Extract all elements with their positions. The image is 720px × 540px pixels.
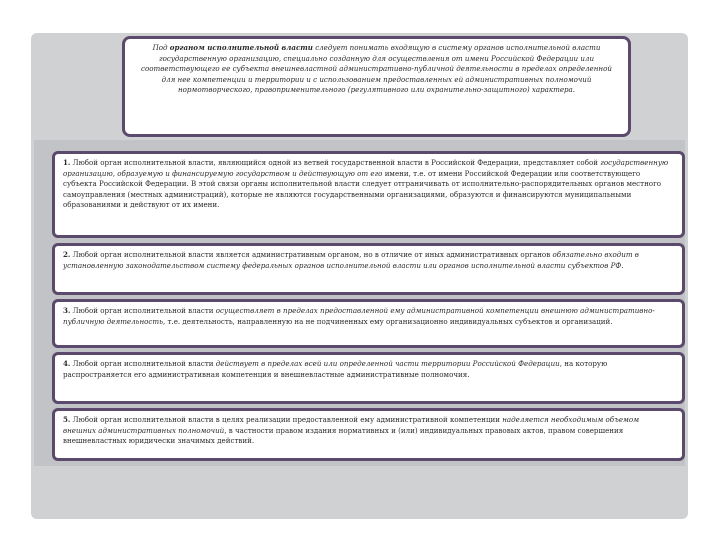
list-item bbox=[52, 408, 685, 461]
definition-lead: Под bbox=[152, 43, 170, 52]
item-number: 2. bbox=[63, 250, 71, 259]
item-italic-text: осуществляет в пределах предоставленной ему административной компетенции внешнюю административно-публичную деятельность bbox=[63, 306, 655, 326]
list-item bbox=[52, 243, 685, 295]
item-tail-text: имени, т.е. от имени Российской Федерации или соответствующего субъекта Российской Федерации. В этой связи органы исполнительной власти следует отграничивать от исполнительно-распорядительных органов местного самоуправления (местных администраций), которые не являются государственными организациями, образуются и финансируются муниципальными образованиями и действуют от их имени. bbox=[63, 168, 662, 210]
item-text: Любой орган исполнительной власти в целях реализации предоставленной ему административной компетенции bbox=[70, 415, 503, 424]
definition-term: органом исполнительной власти bbox=[169, 43, 313, 52]
item-tail-text: , на которую распространяется его административная компетенция и внешневластные административные полномочия. bbox=[63, 359, 608, 379]
item-italic-text: обязательно входит в установленную законодательством систему федеральных органов исполнительной власти или органов исполнительной власти субъектов РФ. bbox=[63, 250, 639, 270]
item-italic-text: действует в пределах всей или определенной части территории Российской Федерации bbox=[215, 359, 560, 368]
item-number: 4. bbox=[63, 359, 71, 368]
item-text: Любой орган исполнительной власти bbox=[70, 359, 216, 368]
definition-body: следует понимать входящую в систему органов исполнительной власти государственную организацию, специально созданную для осуществления от имени Российской Федерации или соответствующего ее субъекта внешневластной административно-публичной деятельности в пределах определенной для нее компетенции и территории и с использованием предоставленных ей административных полномочий нормотворческого, правоприменительного (регулятивного или охранительно-защитного) характера. bbox=[141, 43, 612, 95]
item-text: Любой орган исполнительной власти bbox=[70, 306, 216, 315]
item-tail-text: , в частности правом издания нормативных и (или) индивидуальных правовых актов, правом совершения внешневластных юридически значимых действий. bbox=[63, 425, 624, 446]
item-number: 5. bbox=[63, 415, 71, 424]
item-text: Любой орган исполнительной власти является административным органом, но в отличие от иных административных органов bbox=[70, 250, 553, 259]
item-italic-text: наделяется необходимым объемом внешних административных полномочий bbox=[63, 415, 640, 435]
definition-text bbox=[141, 43, 612, 94]
item-italic-text: государственную организацию, образуемую и финансируемую государством и действующую от его bbox=[63, 158, 669, 178]
list-item bbox=[52, 299, 685, 348]
item-number: 3. bbox=[63, 306, 71, 315]
list-item bbox=[52, 151, 685, 238]
item-text: Любой орган исполнительной власти, являющийся одной из ветвей государственной власти в Российской Федерации, представляет собой bbox=[70, 158, 601, 167]
definition-box bbox=[122, 36, 631, 137]
list-item bbox=[52, 352, 685, 404]
item-tail-text: , т.е. деятельность, направленную на не подчиненных ему организационно индивидуальных субъектов и организаций. bbox=[163, 316, 613, 326]
item-number: 1. bbox=[63, 158, 71, 167]
